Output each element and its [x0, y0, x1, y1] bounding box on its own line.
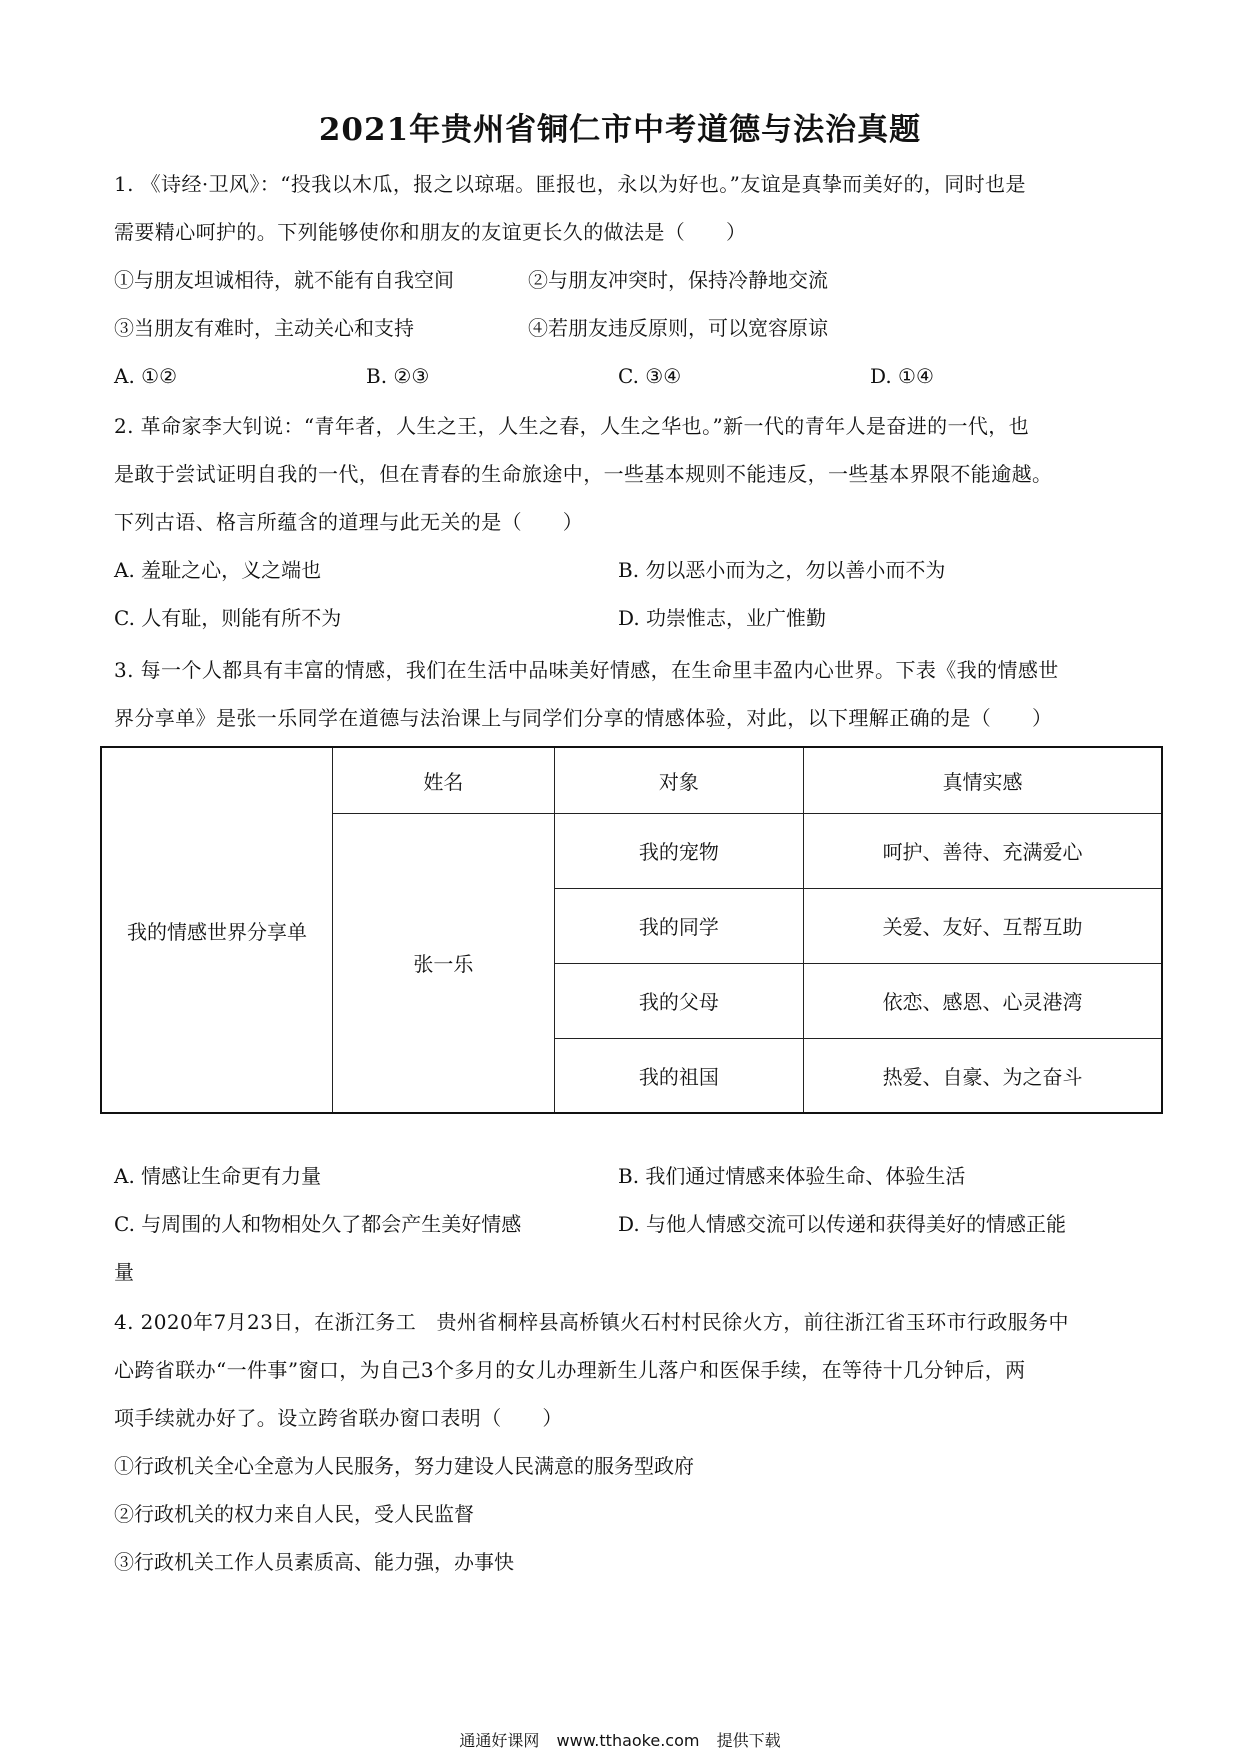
table-cell-object: 我的祖国 [554, 1038, 804, 1113]
q3-option-a: A. 情感让生命更有力量 [114, 1164, 322, 1188]
q1-line-1: 1. 《诗经·卫风》：“投我以木瓜，报之以琼琚。匪报也，永以为好也。”友谊是真挚而美好的，同时也是 [114, 172, 1026, 196]
page-title: 2021年贵州省铜仁市中考道德与法治真题 [318, 112, 922, 148]
q4-line-2: 心跨省联办“一件事”窗口，为自己3个多月的女儿办理新生儿落户和医保手续，在等待十几分钟后，两 [114, 1358, 1026, 1382]
q4-statement-3: ③行政机关工作人员素质高、能力强，办事快 [114, 1550, 514, 1574]
table-cell-feeling: 热爱、自豪、为之奋斗 [804, 1038, 1162, 1113]
q1-option-c: C. ③④ [618, 364, 682, 388]
q3-option-d: D. 与他人情感交流可以传递和获得美好的情感正能 [618, 1212, 1067, 1236]
table-header-name: 姓名 [333, 747, 555, 813]
table-cell-object: 我的父母 [554, 963, 804, 1038]
q1-statement-1: ①与朋友坦诚相待，就不能有自我空间 [114, 268, 454, 292]
table-student-name: 张一乐 [333, 813, 555, 1113]
table-cell-feeling: 依恋、感恩、心灵港湾 [804, 963, 1162, 1038]
q3-option-c: C. 与周围的人和物相处久了都会产生美好情感 [114, 1212, 522, 1236]
table-cell-object: 我的宠物 [554, 813, 804, 888]
q4-statement-2: ②行政机关的权力来自人民，受人民监督 [114, 1502, 474, 1526]
q1-option-a: A. ①② [114, 364, 178, 388]
table-header-object: 对象 [554, 747, 804, 813]
q1-option-d: D. ①④ [870, 364, 934, 388]
q4-line-3: 项手续就办好了。设立跨省联办窗口表明（ ） [114, 1406, 563, 1430]
table-cell-feeling: 关爱、友好、互帮互助 [804, 888, 1162, 963]
emotion-share-table [100, 746, 1163, 1114]
q2-line-3: 下列古语、格言所蕴含的道理与此无关的是（ ） [114, 510, 584, 534]
footer-url-link[interactable]: www.tthaoke.com [556, 1731, 700, 1750]
q4-statement-1: ①行政机关全心全意为人民服务，努力建设人民满意的服务型政府 [114, 1454, 694, 1478]
footer-note: 提供下载 [716, 1731, 781, 1750]
q2-option-a: A. 羞耻之心，义之端也 [114, 558, 322, 582]
page-footer [0, 1728, 1240, 1751]
q3-option-b: B. 我们通过情感来体验生命、体验生活 [618, 1164, 966, 1188]
q1-statement-4: ④若朋友违反原则，可以宽容原谅 [528, 316, 828, 340]
table-cell-feeling: 呵护、善待、充满爱心 [804, 813, 1162, 888]
q2-line-1: 2. 革命家李大钊说：“青年者，人生之王，人生之春，人生之华也。”新一代的青年人是奋进的一代，也 [114, 414, 1030, 438]
q3-line-1: 3. 每一个人都具有丰富的情感，我们在生活中品味美好情感，在生命里丰盈内心世界。下表《我的情感世 [114, 658, 1059, 682]
q1-option-b: B. ②③ [366, 364, 430, 388]
table-header-feeling: 真情实感 [804, 747, 1162, 813]
q4-line-1: 4. 2020年7月23日，在浙江务工 贵州省桐梓县高桥镇火石村村民徐火方，前往浙江省玉环市行政服务中 [114, 1310, 1069, 1334]
q3-line-2: 界分享单》是张一乐同学在道德与法治课上与同学们分享的情感体验，对此，以下理解正确的是（ ） [114, 706, 1053, 730]
q3-option-d-wrap: 量 [114, 1260, 134, 1284]
footer-site-name: 通通好课网 [459, 1731, 540, 1750]
q2-option-b: B. 勿以恶小而为之，勿以善小而不为 [618, 558, 946, 582]
q2-option-d: D. 功崇惟志，业广惟勤 [618, 606, 827, 630]
q1-statement-3: ③当朋友有难时，主动关心和支持 [114, 316, 414, 340]
q1-statement-2: ②与朋友冲突时，保持冷静地交流 [528, 268, 828, 292]
q1-line-2: 需要精心呵护的。下列能够使你和朋友的友谊更长久的做法是（ ） [114, 220, 747, 244]
table-cell-object: 我的同学 [554, 888, 804, 963]
table-row-header: 我的情感世界分享单 [101, 747, 333, 1113]
q2-option-c: C. 人有耻，则能有所不为 [114, 606, 342, 630]
q2-line-2: 是敢于尝试证明自我的一代，但在青春的生命旅途中，一些基本规则不能违反，一些基本界限不能逾越。 [114, 462, 1053, 486]
